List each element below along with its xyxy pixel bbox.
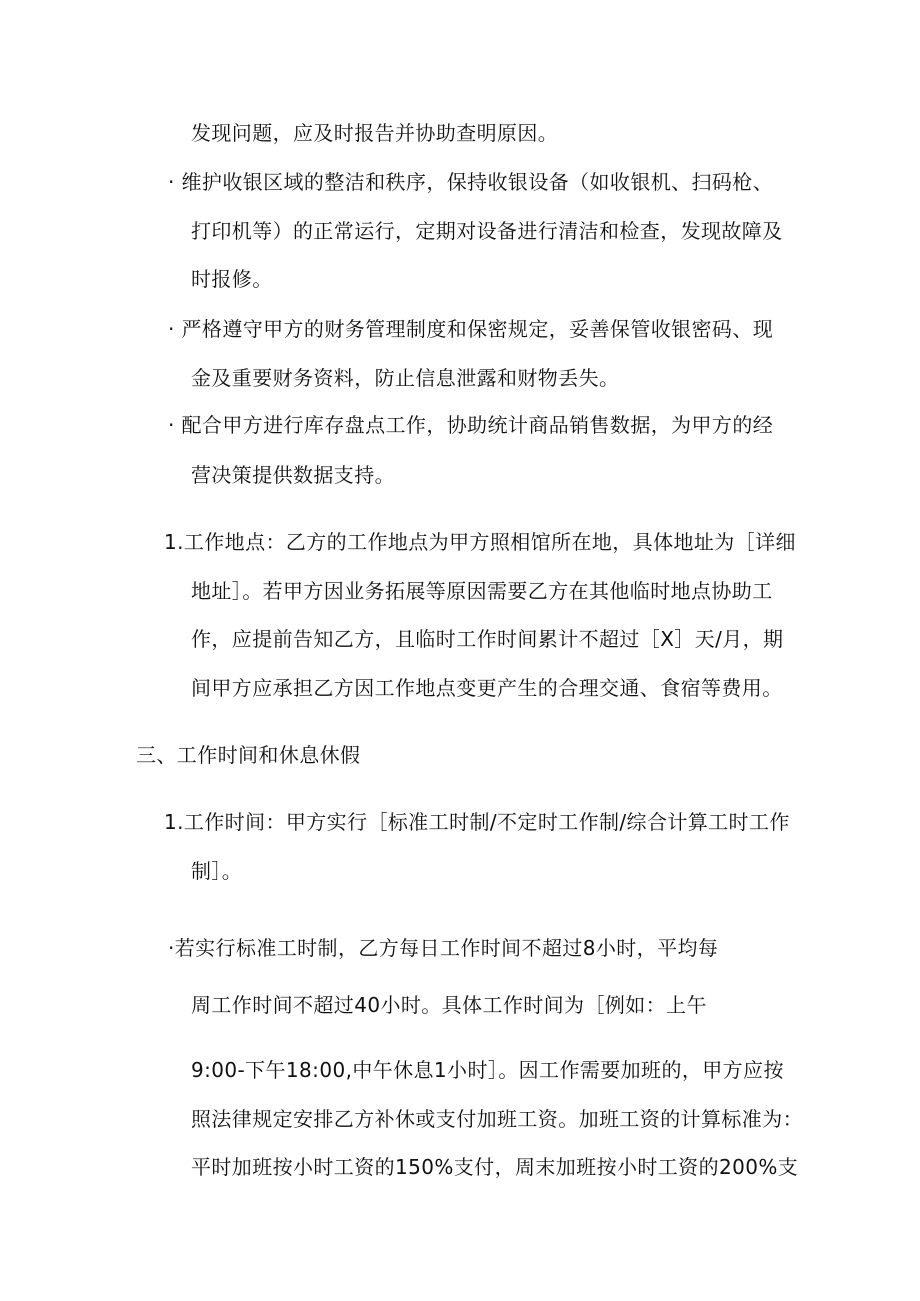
bullet-item: · 维护收银区域的整洁和秩序，保持收银设备（如收银机、扫码枪、 (168, 170, 774, 194)
numbered-item: 1.工作地点：乙方的工作地点为甲方照相馆所在地，具体地址为［详细 (164, 530, 796, 554)
text-line: 金及重要财务资料，防止信息泄露和财物丢失。 (191, 366, 620, 390)
text-line: 制］。 (191, 859, 243, 883)
text-line: 时报修。 (191, 267, 273, 291)
text-line: 平时加班按小时工资的150%支付，周末加班按小时工资的200%支 (191, 1155, 799, 1179)
text-line: 打印机等）的正常运行，定期对设备进行清洁和检查，发现故障及 (191, 219, 783, 243)
text-line: 周工作时间不超过40小时。具体工作时间为［例如：上午 (191, 993, 707, 1017)
text-line: 地址］。若甲方因业务拓展等原因需要乙方在其他临时地点协助工 (191, 579, 773, 603)
bullet-item: · 配合甲方进行库存盘点工作，协助统计商品销售数据，为甲方的经 (168, 413, 774, 437)
section-heading: 三、工作时间和休息休假 (136, 743, 361, 767)
numbered-item: 1.工作时间：甲方实行［标准工时制/不定时工作制/综合计算工时工作 (164, 810, 790, 834)
text-line: 作，应提前告知乙方，且临时工作时间累计不超过［X］天/月，期 (191, 627, 784, 651)
text-line: 照法律规定安排乙方补休或支付加班工资。加班工资的计算标准为： (191, 1107, 803, 1131)
bullet-item: ·若实行标准工时制，乙方每日工作时间不超过8小时，平均每 (168, 936, 719, 960)
text-line: 间甲方应承担乙方因工作地点变更产生的合理交通、食宿等费用。 (191, 676, 783, 700)
bullet-item: · 严格遵守甲方的财务管理制度和保密规定，妥善保管收银密码、现 (168, 317, 774, 341)
text-line: 营决策提供数据支持。 (191, 463, 395, 487)
text-line: 9:00-下午18:00,中午休息1小时］。因工作需要加班的，甲方应按 (191, 1058, 784, 1082)
text-line: 发现问题，应及时报告并协助查明原因。 (191, 121, 559, 145)
